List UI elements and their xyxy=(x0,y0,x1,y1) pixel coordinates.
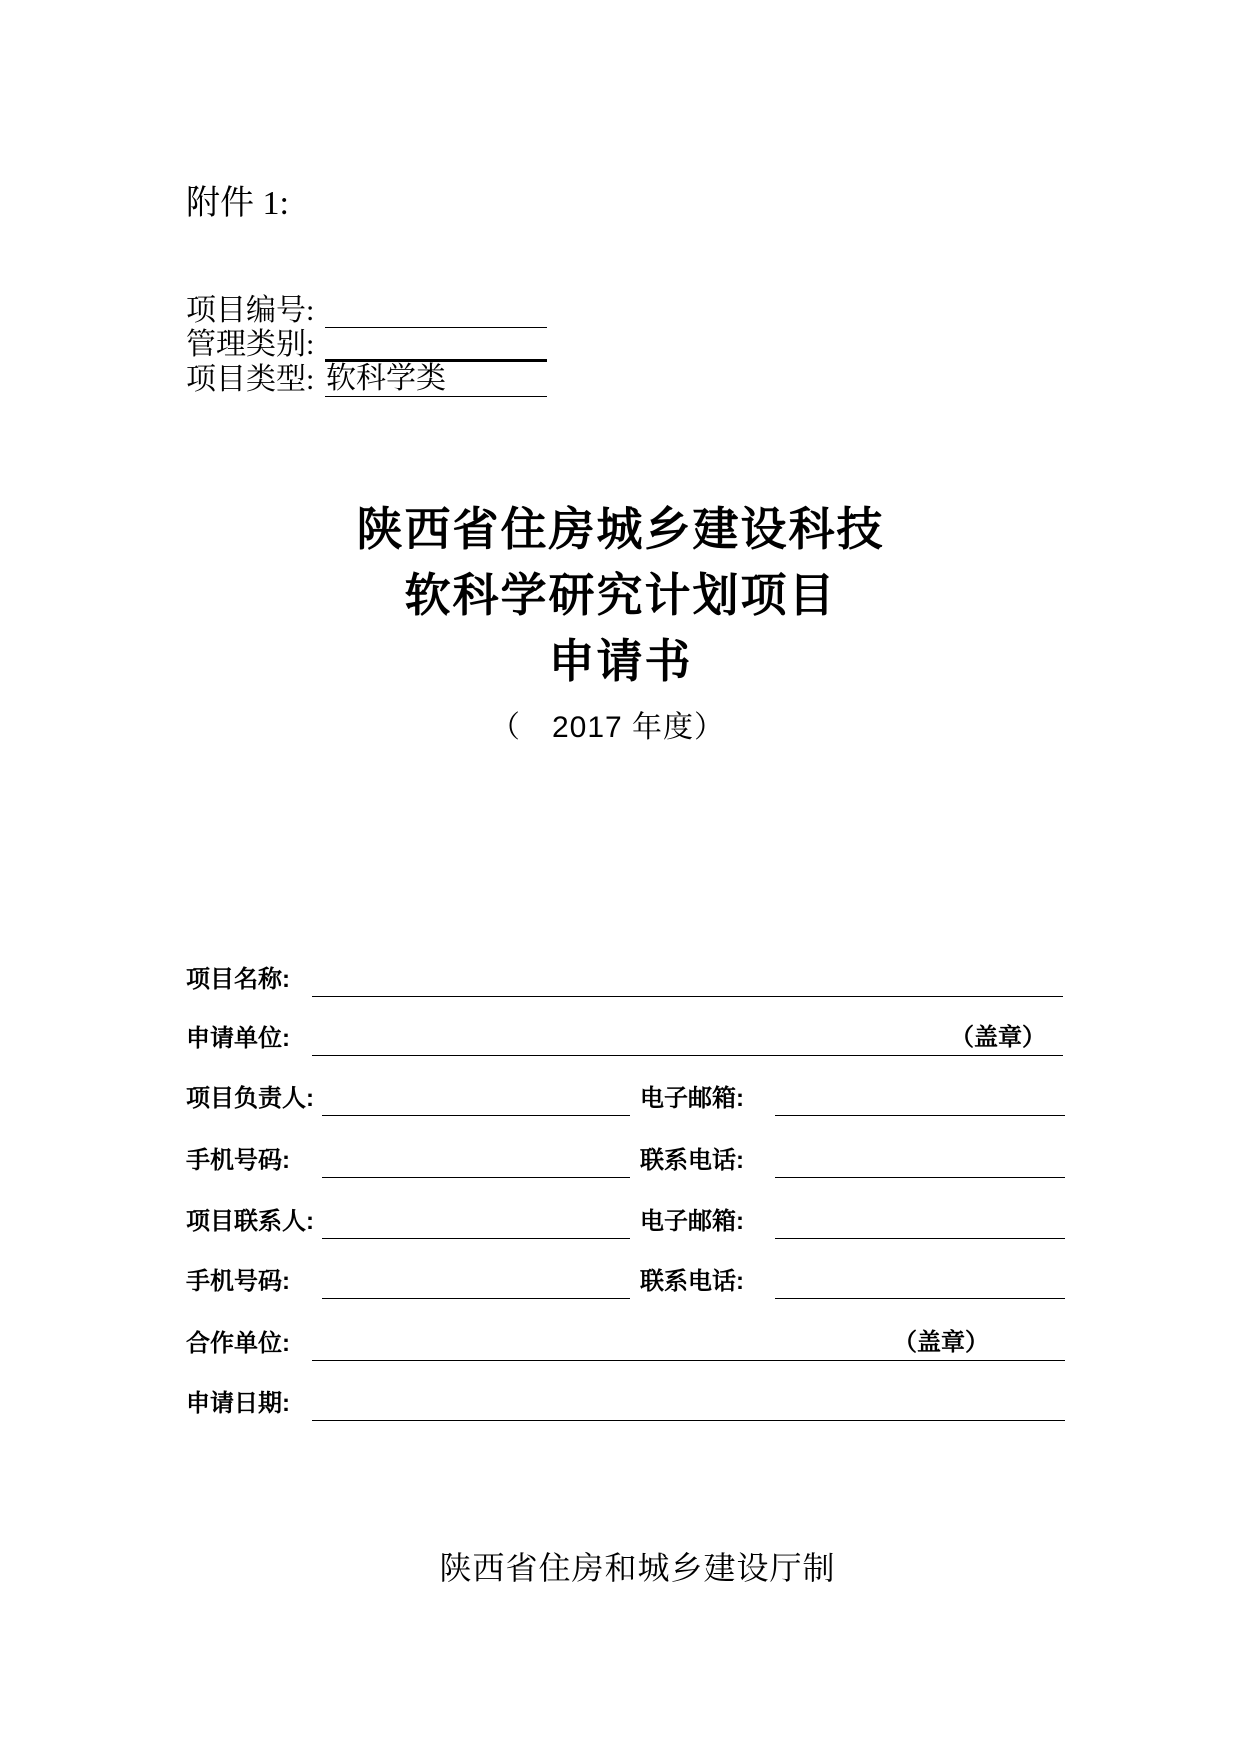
application-date-field[interactable] xyxy=(312,1387,1065,1421)
leader-mobile-field[interactable] xyxy=(322,1144,630,1178)
contact-mobile-label: 手机号码: xyxy=(186,1268,290,1295)
project-name-field[interactable] xyxy=(312,963,1063,997)
contact-email-label: 电子邮箱: xyxy=(640,1208,744,1235)
form-row-leader-mobile-phone xyxy=(0,1144,1241,1178)
project-contact-field[interactable] xyxy=(322,1205,630,1239)
contact-phone-field[interactable] xyxy=(775,1265,1065,1299)
form-row-partner-unit xyxy=(0,1327,1241,1361)
project-type-label: 项目类型: xyxy=(186,363,315,396)
field-row-project-type xyxy=(186,363,606,397)
field-row-project-number xyxy=(186,294,606,328)
project-contact-label: 项目联系人: xyxy=(186,1208,314,1235)
contact-mobile-field[interactable] xyxy=(322,1265,630,1299)
title-line-2: 软科学研究计划项目 xyxy=(404,569,837,621)
management-category-label: 管理类别: xyxy=(186,328,315,361)
application-date-label: 申请日期: xyxy=(186,1390,290,1417)
field-row-management-category xyxy=(186,328,606,362)
document-title xyxy=(0,496,1241,694)
attachment-label: 附件 1: xyxy=(186,185,289,222)
project-leader-field[interactable] xyxy=(322,1082,630,1116)
project-leader-label: 项目负责人: xyxy=(186,1085,314,1112)
management-category-field[interactable] xyxy=(325,328,547,362)
leader-email-label: 电子邮箱: xyxy=(640,1085,744,1112)
applicant-unit-seal-label: （盖章） xyxy=(950,1024,1046,1051)
title-line-3: 申请书 xyxy=(548,635,693,687)
partner-unit-label: 合作单位: xyxy=(186,1330,290,1357)
leader-phone-label: 联系电话: xyxy=(640,1147,744,1174)
form-row-contact-mobile-phone xyxy=(0,1265,1241,1299)
contact-phone-label: 联系电话: xyxy=(640,1268,744,1295)
form-row-contact-email xyxy=(0,1205,1241,1239)
leader-phone-field[interactable] xyxy=(775,1144,1065,1178)
issuing-authority: 陕西省住房和城乡建设厅制 xyxy=(439,1550,836,1586)
title-line-1: 陕西省住房城乡建设科技 xyxy=(356,503,885,555)
project-type-field[interactable] xyxy=(325,363,547,397)
project-number-label: 项目编号: xyxy=(186,294,315,327)
project-name-label: 项目名称: xyxy=(186,966,290,993)
title-year: （ 2017 年度） xyxy=(489,711,726,744)
partner-unit-seal-label: （盖章） xyxy=(893,1329,989,1356)
form-row-project-name xyxy=(0,963,1241,997)
form-row-application-date xyxy=(0,1387,1241,1421)
leader-mobile-label: 手机号码: xyxy=(186,1147,290,1174)
contact-email-field[interactable] xyxy=(775,1205,1065,1239)
project-number-field[interactable] xyxy=(325,294,547,328)
form-row-leader-email xyxy=(0,1082,1241,1116)
project-type-value: 软科学类 xyxy=(326,362,446,395)
form-row-applicant-unit xyxy=(0,1022,1241,1056)
applicant-unit-label: 申请单位: xyxy=(186,1025,290,1052)
leader-email-field[interactable] xyxy=(775,1082,1065,1116)
